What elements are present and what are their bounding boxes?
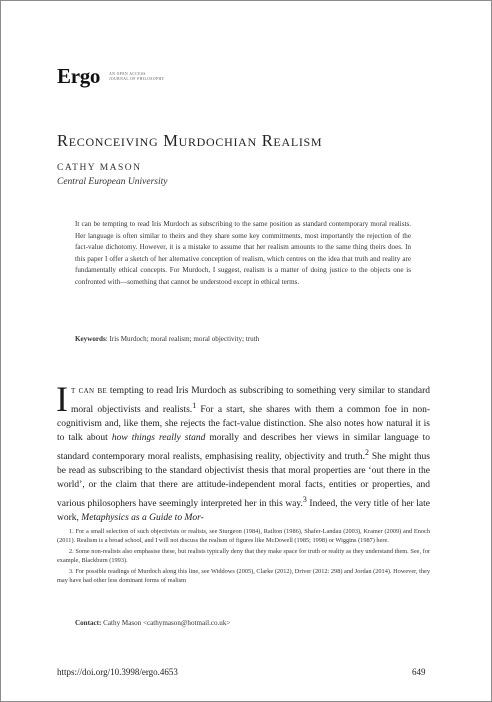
body-text-3: morally and describes her views in similar language to standard contemporary moral realists, emphasising reality, objectivity and truth. bbox=[57, 432, 430, 462]
author-name: CATHY MASON bbox=[57, 163, 142, 173]
abstract: It can be tempting to read Iris Murdoch as subscribing to the same position as standard contemporary moral realists. Her language is often similar to theirs and they share some key commitments, most importantly the rejection of the fact-value dichotomy. However, it is a mistake to assume that her realism amounts to the same thing theirs does. In this paper I offer a sketch of her alternative conception of realism, which centres on the idea that truth and reality are fundamentally ethical concepts. For Murdoch, I suggest, realism is a matter of doing justice to the objects one is confronted with—something that cannot be understood except in ethical terms. bbox=[75, 220, 411, 286]
footnote-3: 3. For possible readings of Murdoch along this line, see Widdows (2005), Clarke (2012), Driver (2012: 298) and Jordan (2014). However, they may have had other less dominant forms of realism bbox=[57, 567, 430, 585]
body-emphasis-2: Metaphysics as a Guide to Mor- bbox=[81, 512, 204, 523]
body-emphasis-1: how things really stand bbox=[111, 432, 206, 443]
footnote-1: 1. For a small selection of such objectivists or realists, see Sturgeon (1984), Railton (1986), Shafer-Landau (2003), Kramer (2009) and Enoch (2011). Realism is a broad school, and I will not discuss the realism of figures like McDowell (1985; 1998) or Wiggins (1987) here. bbox=[57, 528, 430, 545]
journal-masthead bbox=[57, 64, 165, 89]
body-paragraph bbox=[56, 379, 430, 526]
journal-tagline bbox=[109, 72, 165, 82]
author-affiliation: Central European University bbox=[57, 177, 168, 187]
contact-email[interactable]: Cathy Mason <cathymason@hotmail.co.uk> bbox=[101, 619, 231, 627]
body-text-1: tempting to read Iris Murdoch as subscribing to something very similar to standard moral objectivists and realists. bbox=[71, 386, 430, 416]
contact-line bbox=[75, 619, 230, 627]
keywords-text: : Iris Murdoch; moral realism; moral objectivity; truth bbox=[105, 335, 260, 343]
article-title: Reconceiving Murdochian Realism bbox=[57, 131, 323, 150]
tagline-line-1: AN OPEN ACCESS bbox=[109, 71, 146, 76]
keywords-label: Keywords bbox=[75, 335, 106, 343]
doi-link[interactable]: https://doi.org/10.3998/ergo.4653 bbox=[57, 667, 178, 677]
footnotes bbox=[57, 527, 430, 586]
journal-logo: Ergo bbox=[57, 64, 101, 88]
footnote-ref-2[interactable]: 2 bbox=[364, 447, 369, 457]
page-number: 649 bbox=[412, 667, 426, 677]
body-text-4: She might thus be read as subscribing to the standard objectivist thesis that moral properties are ‘out there in the world’, or the claim that there are attitude-independent moral facts, entities or properties, and various philosophers have seemingly interpreted her in this way. bbox=[57, 451, 430, 509]
footnote-2: 2. Some non-realists also emphasise these, but realists typically deny that they make space for truth or reality as they understand them. See, for example, Blackburn (1993). bbox=[57, 547, 430, 565]
footnote-ref-3[interactable]: 3 bbox=[302, 494, 307, 504]
lead-in: t can be bbox=[71, 386, 108, 396]
footnote-ref-1[interactable]: 1 bbox=[192, 400, 197, 410]
body-text-2: For a start, she shares with them a common foe in non-cognitivism and, like them, she rejects the fact-value distinction. She also notes how natural it is to talk about bbox=[57, 405, 430, 443]
contact-label: Contact: bbox=[75, 619, 102, 627]
drop-cap: I bbox=[56, 379, 68, 419]
body-text-5: Indeed, the very title of her late work, bbox=[57, 498, 430, 523]
keywords bbox=[75, 335, 411, 343]
tagline-line-2: JOURNAL OF PHILOSOPHY bbox=[109, 76, 165, 81]
